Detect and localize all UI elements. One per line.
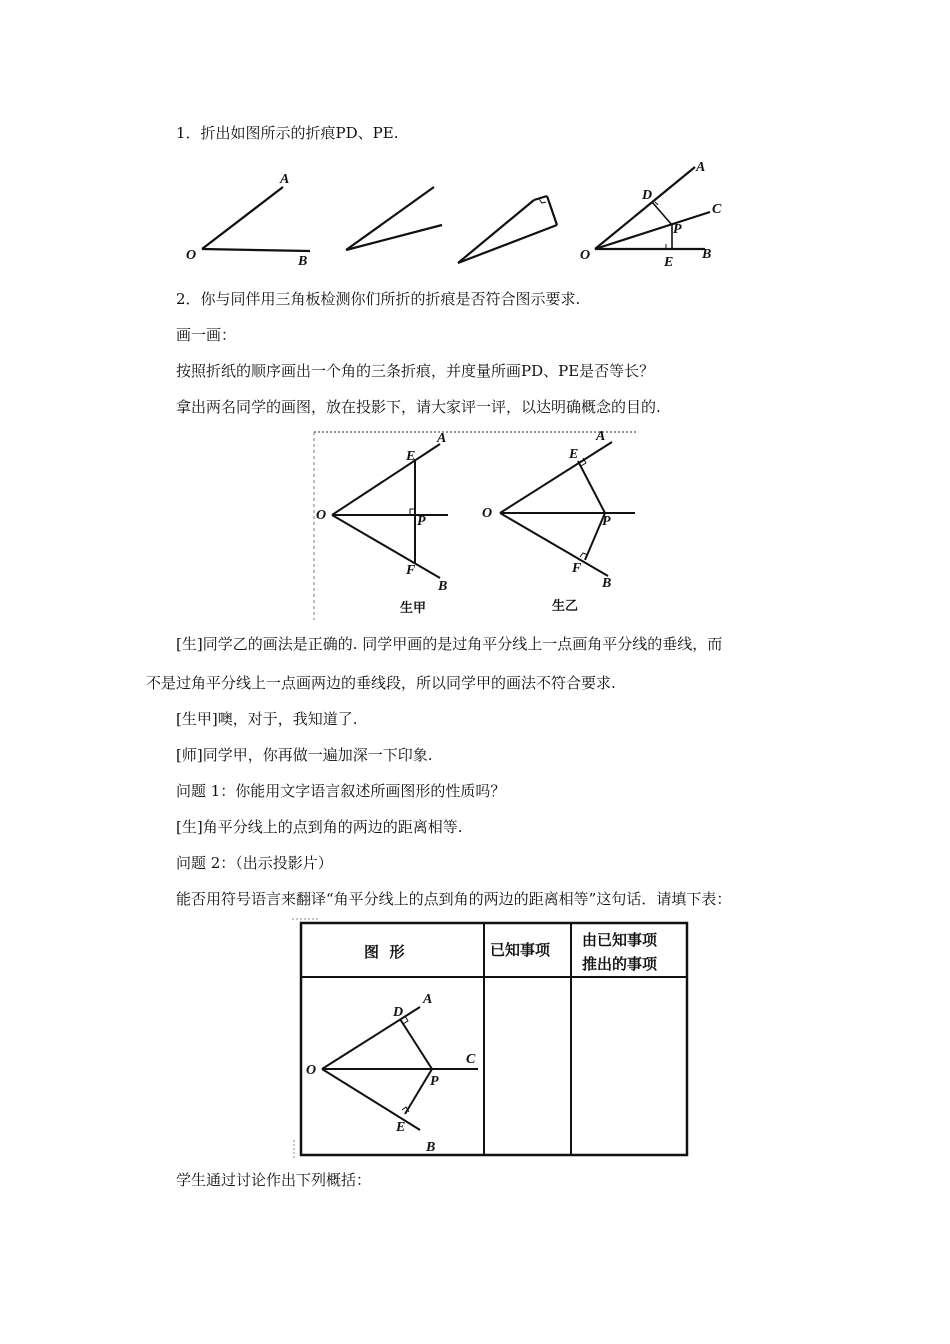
svg-text:F: F <box>406 563 416 578</box>
question-2: 问题 2：（出示投影片） <box>176 854 333 872</box>
svg-text:E: E <box>569 447 579 462</box>
dialogue-2: [生甲]噢，对于，我知道了. <box>176 710 358 728</box>
svg-text:P: P <box>430 1074 439 1089</box>
draw-instruction: 按照折纸的顺序画出一个角的三条折痕，并度量所画PD、PE是否等长？ <box>176 362 655 380</box>
svg-text:A: A <box>596 429 606 444</box>
caption-jia: 生甲 <box>400 601 427 616</box>
dialogue-3: [师]同学甲，你再做一遍加深一下印象. <box>176 746 433 764</box>
svg-text:B: B <box>426 1140 436 1155</box>
fold-tri-3 <box>534 196 547 200</box>
label-a4: A <box>696 160 706 175</box>
header-derived-1: 由已知事项 <box>582 931 658 949</box>
dialogue-1a: [生]同学乙的画法是正确的. 同学甲画的是过角平分线上一点画角平分线的垂线，而 <box>176 635 723 653</box>
label-b4: B <box>702 247 712 262</box>
svg-text:B: B <box>438 579 448 594</box>
svg-text:B: B <box>602 576 612 591</box>
caption-yi: 生乙 <box>552 599 579 614</box>
fold-tri-2 <box>458 225 557 263</box>
header-derived-2: 推出的事项 <box>582 955 658 973</box>
draw-heading: 画一画： <box>176 326 237 344</box>
svg-text:E: E <box>396 1120 406 1135</box>
label-a1: A <box>280 172 290 187</box>
svg-text:A: A <box>423 992 433 1007</box>
svg-text:P: P <box>602 514 611 529</box>
svg-text:D: D <box>393 1005 404 1020</box>
step-2-text: 2．你与同伴用三角板检测你们所折的折痕是否符合图示要求. <box>176 290 581 308</box>
fold-tri-1 <box>458 200 534 263</box>
header-known: 已知事项 <box>490 941 551 959</box>
svg-text:E: E <box>406 449 416 464</box>
summary-intro: 学生通过讨论作出下列概括： <box>176 1171 372 1189</box>
fold-line-1 <box>346 187 434 250</box>
fold-line-2 <box>346 225 442 250</box>
angle-ray-oa <box>202 187 283 249</box>
step-1: 1．折出如图所示的折痕PD、PE. <box>176 124 399 142</box>
symbol-instruction: 能否用符号语言来翻译“角平分线上的点到角的两边的距离相等”这句话．请填下表： <box>176 890 732 908</box>
svg-text:C: C <box>466 1052 476 1067</box>
label-b1: B <box>298 254 308 269</box>
angle-ray-ob <box>202 249 310 251</box>
final-pd <box>652 202 672 225</box>
answer-1: [生]角平分线上的点到角的两边的距离相等. <box>176 818 463 836</box>
folding-figure <box>170 155 740 270</box>
label-o4: O <box>580 248 591 263</box>
label-d4: D <box>642 188 653 203</box>
final-ray-oc <box>595 212 710 249</box>
property-table <box>290 915 695 1160</box>
label-o1: O <box>186 248 197 263</box>
dialogue-1b: 不是过角平分线上一点画两边的垂线段，所以同学甲的画法不符合要求. <box>146 674 616 692</box>
svg-text:F: F <box>572 561 582 576</box>
fold-tri-4 <box>547 196 557 225</box>
svg-text:O: O <box>316 508 327 523</box>
label-p4: P <box>673 222 682 237</box>
label-c4: C <box>712 202 722 217</box>
question-1: 问题 1：你能用文字语言叙述所画图形的性质吗？ <box>176 782 506 800</box>
header-figure: 图 形 <box>364 943 405 961</box>
svg-text:A: A <box>437 431 447 446</box>
label-e4: E <box>664 255 674 270</box>
projection-instruction: 拿出两名同学的画图，放在投影下，请大家评一评，以达明确概念的目的. <box>176 398 661 416</box>
svg-text:O: O <box>306 1063 317 1078</box>
svg-text:O: O <box>482 506 493 521</box>
svg-text:P: P <box>417 514 426 529</box>
step-1-text <box>176 123 398 143</box>
student-drawings-figure <box>310 428 640 623</box>
